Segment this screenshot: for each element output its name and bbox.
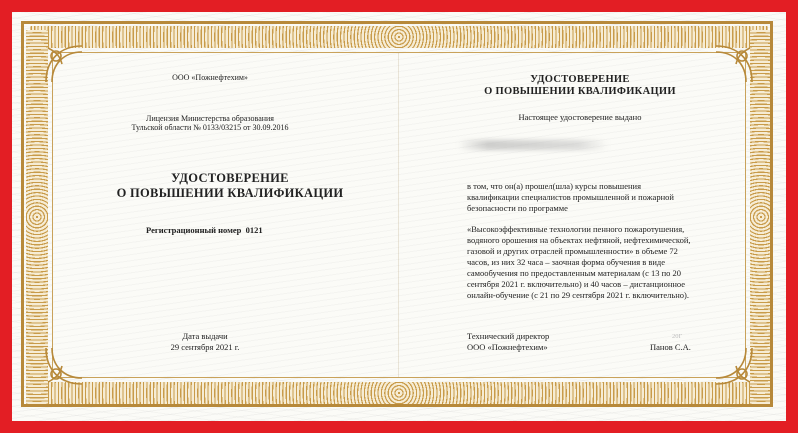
body-line: газовой и других отраслей промышленности» в объеме 72 bbox=[467, 246, 678, 256]
body-line: безопасности по программе bbox=[467, 203, 568, 213]
body-line: водяного орошения на объектах нефтяной, нефтехимической, bbox=[467, 235, 691, 245]
right-title-line-2: О ПОВЫШЕНИИ КВАЛИФИКАЦИИ bbox=[484, 86, 676, 97]
body-line: самообучения по предоставленным материалам (с 13 по 20 bbox=[467, 268, 682, 278]
issued-to-label: Настоящее удостоверение выдано bbox=[518, 112, 642, 122]
body-line: часов, из них 32 часа – заочная форма обучения в виде bbox=[467, 257, 666, 267]
inner-border bbox=[52, 52, 746, 378]
org-name: ООО «Пожнефтехим» bbox=[172, 73, 248, 82]
corner-ornament-icon bbox=[712, 344, 756, 388]
page-divider bbox=[398, 52, 399, 378]
redacted-name bbox=[458, 140, 608, 150]
left-title-line-1: УДОСТОВЕРЕНИЕ bbox=[171, 171, 289, 185]
body-line: онлайн-обучение (с 21 по 29 сентября 2021 г. включительно). bbox=[467, 290, 690, 300]
reg-number-label bbox=[146, 225, 263, 236]
issue-date-label: Дата выдачи bbox=[182, 331, 228, 341]
license-line-1: Лицензия Министерства образования bbox=[146, 114, 274, 123]
reg-number: 0121 bbox=[245, 225, 263, 235]
corner-ornament-icon bbox=[42, 344, 86, 388]
body-line: «Высокоэффективные технологии пенного пожаротушения, bbox=[467, 224, 685, 234]
body-line: в том, что он(а) прошел(шла) курсы повышения bbox=[467, 181, 641, 191]
left-title-line-2: О ПОВЫШЕНИИ КВАЛИФИКАЦИИ bbox=[116, 186, 344, 200]
body-line: квалификации специалистов промышленной и пожарной bbox=[467, 192, 674, 202]
director-org: ООО «Пожнефтехим» bbox=[467, 342, 548, 352]
corner-ornament-icon bbox=[42, 42, 86, 86]
signature-stamp: 20Г bbox=[672, 333, 683, 340]
right-title-line-1: УДОСТОВЕРЕНИЕ bbox=[530, 74, 630, 85]
issue-date-value: 29 сентября 2021 г. bbox=[170, 342, 240, 352]
director-name: Панов С.А. bbox=[650, 342, 691, 352]
corner-ornament-icon bbox=[712, 42, 756, 86]
reg-label: Регистрационный номер bbox=[146, 225, 242, 235]
license-line-2: Тульской области № 0133/03215 от 30.09.2016 bbox=[131, 123, 289, 132]
body-line: сентября 2021 г. включительно) и 40 часов – дистанционное bbox=[467, 279, 686, 289]
director-title: Технический директор bbox=[467, 331, 550, 341]
